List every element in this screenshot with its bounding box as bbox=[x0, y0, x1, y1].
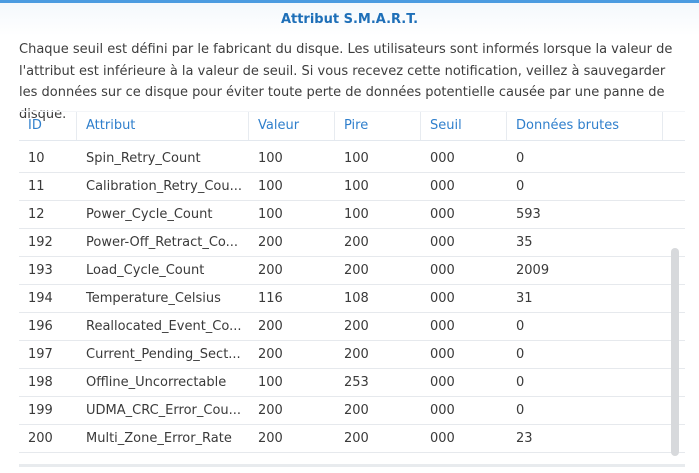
cell-attribute: Temperature_Celsius bbox=[86, 291, 221, 306]
column-header-spacer bbox=[663, 112, 685, 140]
cell-value: 200 bbox=[258, 235, 283, 250]
smart-attributes-table bbox=[19, 111, 685, 453]
cell-value: 200 bbox=[258, 431, 283, 446]
cell-worst: 100 bbox=[344, 151, 369, 166]
cell-worst: 100 bbox=[344, 207, 369, 222]
cell-value: 200 bbox=[258, 403, 283, 418]
cell-id: 11 bbox=[28, 179, 45, 194]
cell-attribute: Current_Pending_Sect... bbox=[86, 347, 241, 362]
table-header bbox=[19, 111, 685, 141]
cell-attribute: Calibration_Retry_Cou... bbox=[86, 179, 242, 194]
cell-attribute: Power-Off_Retract_Co... bbox=[86, 235, 239, 250]
cell-id: 12 bbox=[28, 207, 45, 222]
cell-worst: 200 bbox=[344, 263, 369, 278]
cell-raw-data: 0 bbox=[516, 403, 525, 418]
column-header-value[interactable]: Valeur bbox=[249, 112, 335, 140]
cell-raw-data: 0 bbox=[516, 319, 525, 334]
table-row[interactable] bbox=[19, 229, 685, 257]
vertical-scrollbar[interactable] bbox=[671, 248, 679, 456]
cell-id: 192 bbox=[28, 235, 53, 250]
cell-worst: 108 bbox=[344, 291, 369, 306]
table-row[interactable] bbox=[19, 341, 685, 369]
cell-id: 196 bbox=[28, 319, 53, 334]
table-row[interactable] bbox=[19, 173, 685, 201]
cell-threshold: 000 bbox=[430, 319, 455, 334]
column-header-worst[interactable]: Pire bbox=[335, 112, 421, 140]
column-header-id[interactable]: ID bbox=[19, 112, 77, 140]
cell-id: 193 bbox=[28, 263, 53, 278]
column-header-threshold[interactable]: Seuil bbox=[421, 112, 507, 140]
cell-attribute: Power_Cycle_Count bbox=[86, 207, 213, 222]
cell-worst: 200 bbox=[344, 235, 369, 250]
cell-raw-data: 0 bbox=[516, 375, 525, 390]
cell-attribute: Spin_Retry_Count bbox=[86, 151, 201, 166]
cell-threshold: 000 bbox=[430, 291, 455, 306]
table-row[interactable] bbox=[19, 257, 685, 285]
cell-threshold: 000 bbox=[430, 235, 455, 250]
column-header-raw-data[interactable]: Données brutes bbox=[507, 112, 663, 140]
cell-attribute: Load_Cycle_Count bbox=[86, 263, 205, 278]
cell-id: 200 bbox=[28, 431, 53, 446]
table-row[interactable] bbox=[19, 425, 685, 453]
cell-threshold: 000 bbox=[430, 263, 455, 278]
cell-threshold: 000 bbox=[430, 207, 455, 222]
cell-id: 10 bbox=[28, 151, 45, 166]
cell-threshold: 000 bbox=[430, 375, 455, 390]
cell-raw-data: 593 bbox=[516, 207, 541, 222]
threshold-description: Chaque seuil est défini par le fabricant du disque. Les utilisateurs sont informés lorsque la valeur de l'attribut est inférieure à la valeur de seuil. Si vous recevez cette notification, veillez à sauvegarder les données sur ce disque pour éviter toute perte de données potentielle causée par une panne de disque. bbox=[19, 42, 673, 122]
cell-value: 100 bbox=[258, 179, 283, 194]
cell-value: 200 bbox=[258, 347, 283, 362]
cell-id: 194 bbox=[28, 291, 53, 306]
cell-raw-data: 0 bbox=[516, 347, 525, 362]
cell-value: 116 bbox=[258, 291, 283, 306]
cell-worst: 200 bbox=[344, 403, 369, 418]
cell-worst: 200 bbox=[344, 347, 369, 362]
table-row[interactable] bbox=[19, 285, 685, 313]
cell-threshold: 000 bbox=[430, 403, 455, 418]
cell-attribute: Reallocated_Event_Co... bbox=[86, 319, 242, 334]
cell-value: 200 bbox=[258, 263, 283, 278]
table-row[interactable] bbox=[19, 397, 685, 425]
cell-value: 100 bbox=[258, 151, 283, 166]
cell-raw-data: 0 bbox=[516, 179, 525, 194]
table-row[interactable] bbox=[19, 313, 685, 341]
cell-value: 100 bbox=[258, 375, 283, 390]
table-row[interactable] bbox=[19, 369, 685, 397]
cell-worst: 100 bbox=[344, 179, 369, 194]
cell-attribute: UDMA_CRC_Error_Cou... bbox=[86, 403, 242, 418]
cell-id: 199 bbox=[28, 403, 53, 418]
cell-worst: 200 bbox=[344, 319, 369, 334]
cell-id: 198 bbox=[28, 375, 53, 390]
cell-raw-data: 23 bbox=[516, 431, 533, 446]
cell-raw-data: 31 bbox=[516, 291, 533, 306]
dialog-titlebar bbox=[0, 0, 699, 36]
table-bottom-border bbox=[19, 464, 685, 467]
cell-threshold: 000 bbox=[430, 347, 455, 362]
cell-worst: 253 bbox=[344, 375, 369, 390]
cell-worst: 200 bbox=[344, 431, 369, 446]
table-body[interactable] bbox=[19, 145, 685, 453]
column-header-attribute[interactable]: Attribut bbox=[77, 112, 249, 140]
table-row[interactable] bbox=[19, 201, 685, 229]
table-row[interactable] bbox=[19, 145, 685, 173]
cell-value: 100 bbox=[258, 207, 283, 222]
cell-attribute: Multi_Zone_Error_Rate bbox=[86, 431, 232, 446]
cell-raw-data: 35 bbox=[516, 235, 533, 250]
cell-id: 197 bbox=[28, 347, 53, 362]
cell-attribute: Offline_Uncorrectable bbox=[86, 375, 227, 390]
dialog-title: Attribut S.M.A.R.T. bbox=[280, 12, 419, 27]
cell-value: 200 bbox=[258, 319, 283, 334]
cell-threshold: 000 bbox=[430, 431, 455, 446]
cell-raw-data: 0 bbox=[516, 151, 525, 166]
cell-threshold: 000 bbox=[430, 151, 455, 166]
cell-threshold: 000 bbox=[430, 179, 455, 194]
cell-raw-data: 2009 bbox=[516, 263, 550, 278]
